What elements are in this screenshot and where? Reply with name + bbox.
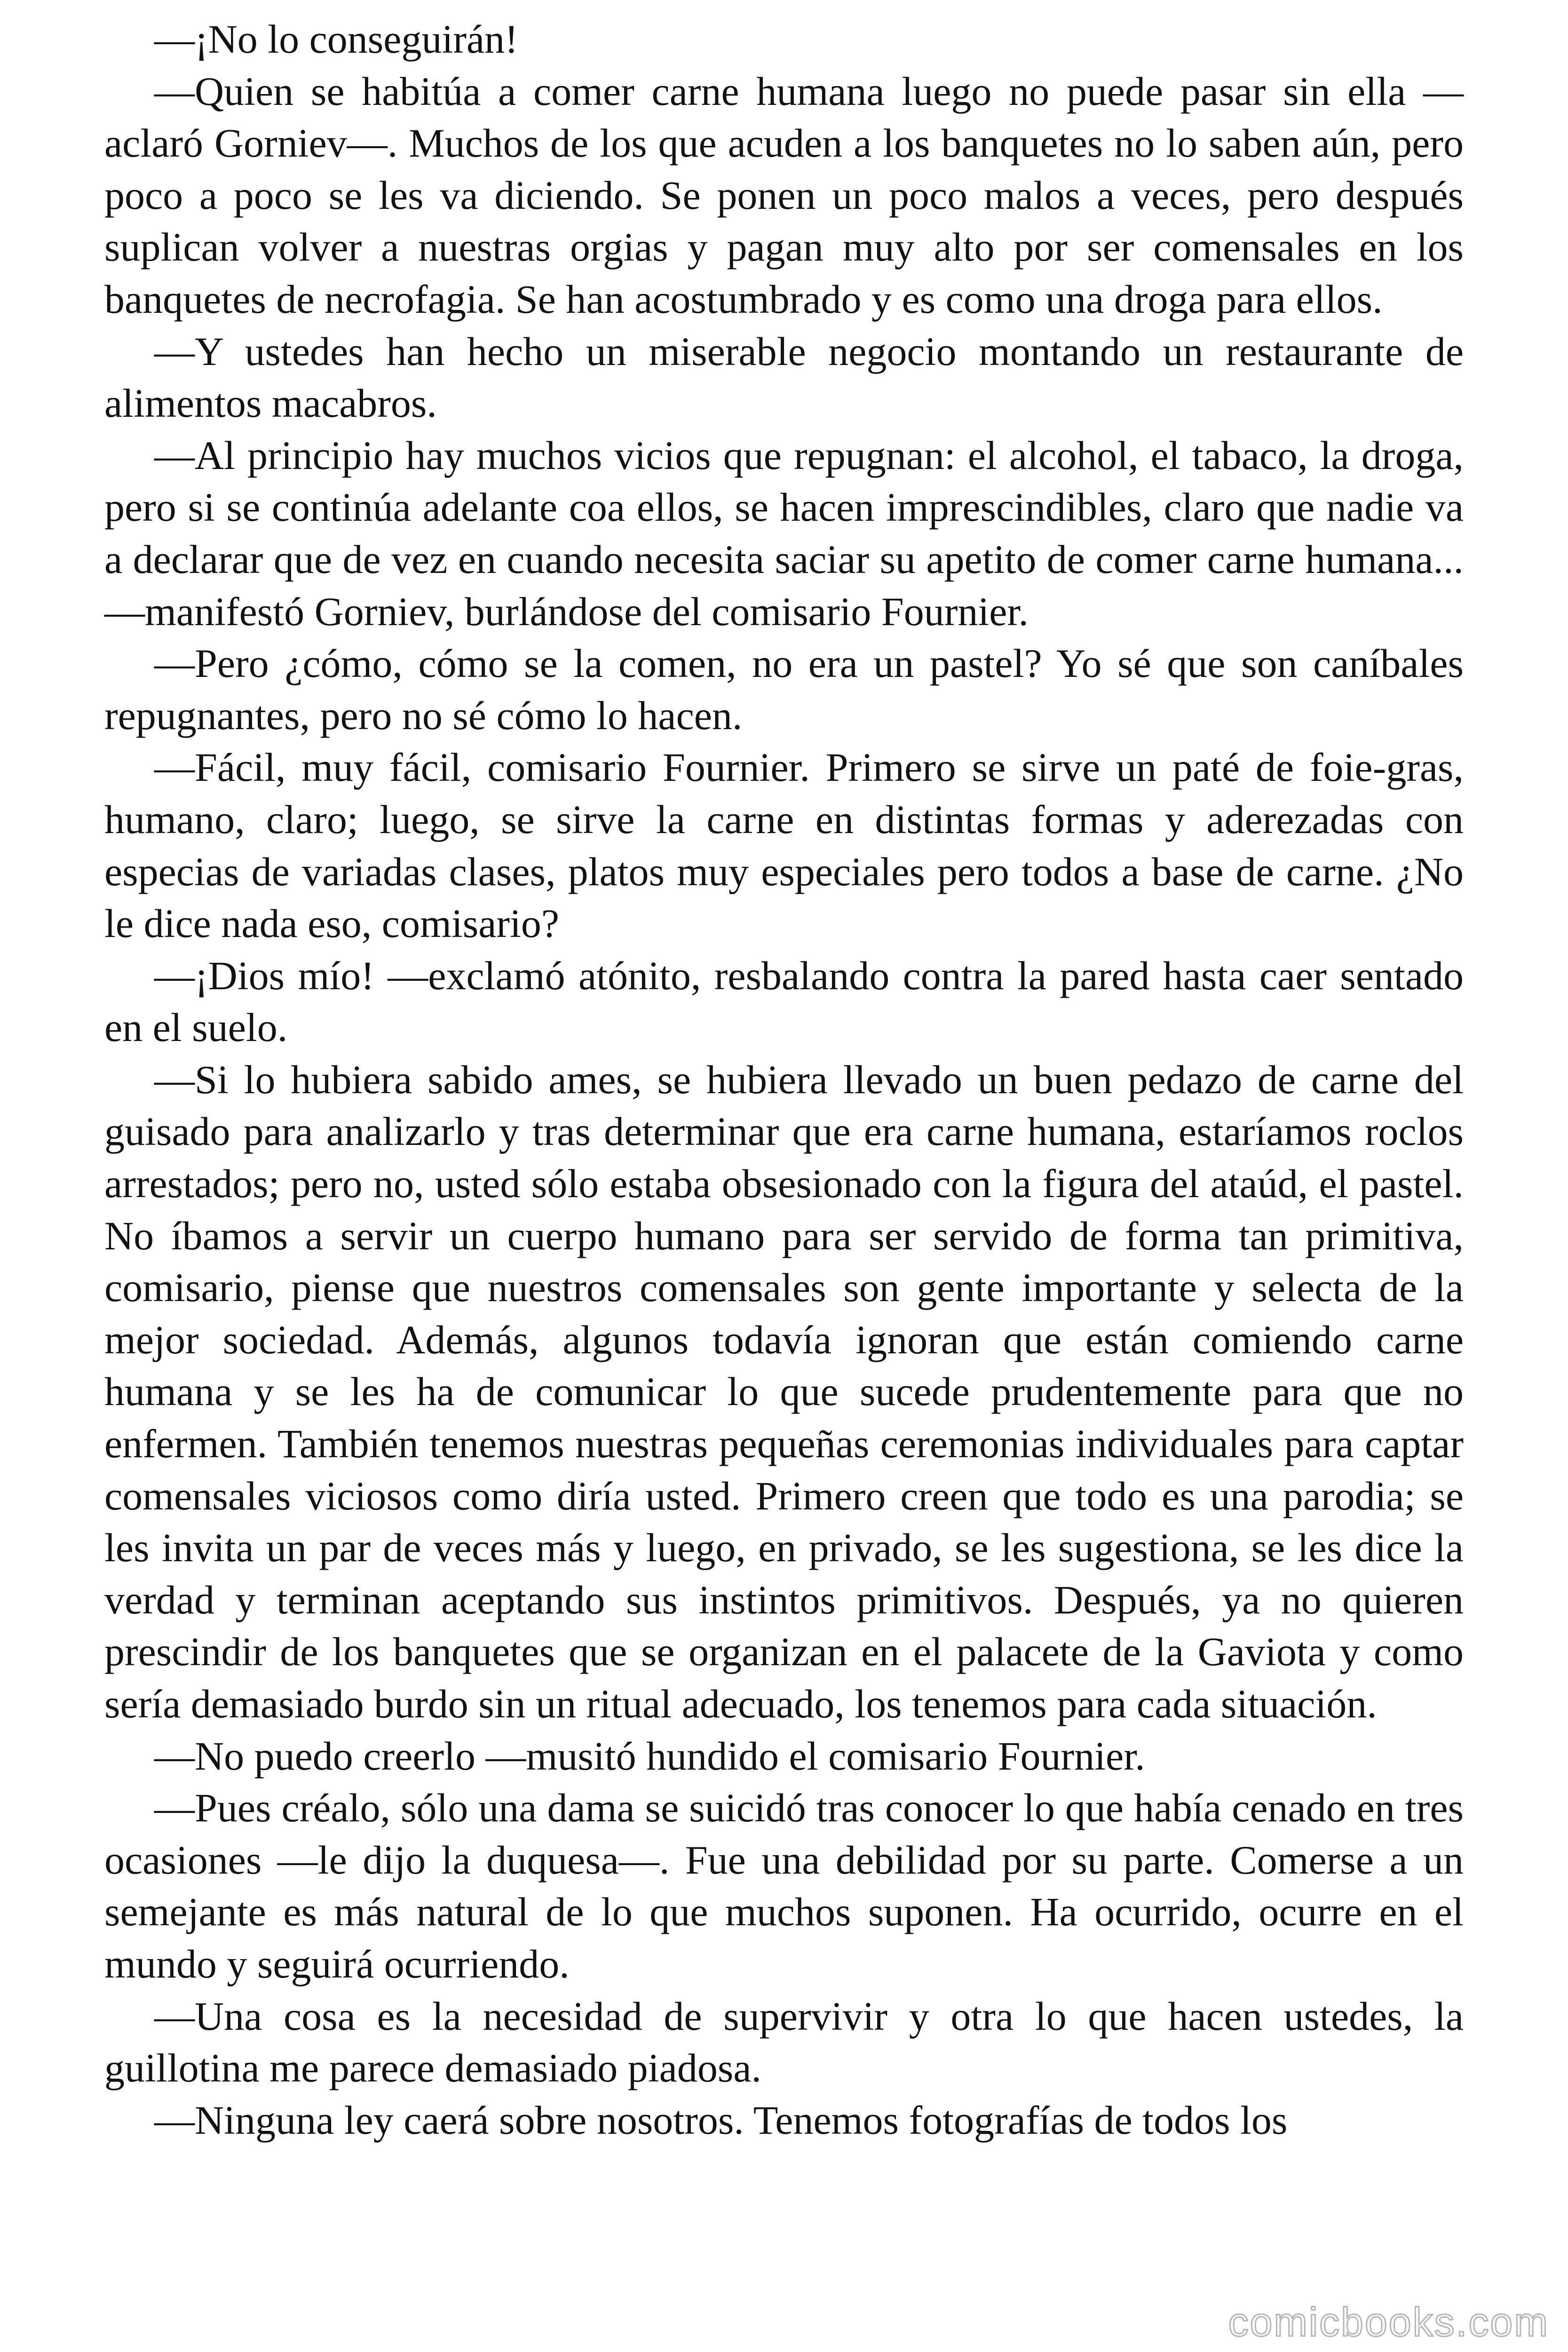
paragraph: —¡No lo conseguirán! <box>154 16 518 62</box>
paragraph: —No puedo creerlo —musitó hundido el comisario Fournier. <box>154 1733 1145 1779</box>
paragraph: —Pero ¿cómo, cómo se la comen, no era un pastel? Yo sé que son caníbales repugnantes, pero no sé cómo lo hacen. <box>104 641 1464 738</box>
watermark: comicbooks.com <box>1228 2300 1549 2345</box>
paragraph: —Al principio hay muchos vicios que repugnan: el alcohol, el tabaco, la droga, pero si se continúa adelante coa ellos, se hacen imprescindibles, claro que nadie va a declarar que de vez en cuando necesita saciar su apetito de comer carne humana... —manifestó Gorniev, burlándose del comisario Fournier. <box>104 432 1464 634</box>
paragraph: —Una cosa es la necesidad de supervivir y otra lo que hacen ustedes, la guillotina me parece demasiado piadosa. <box>104 1993 1464 2091</box>
paragraph: —Pues créalo, sólo una dama se suicidó tras conocer lo que había cenado en tres ocasiones —le dijo la duquesa—. Fue una debilidad por su parte. Comerse a un semejante es más natural de lo que muchos suponen. Ha ocurrido, ocurre en el mundo y seguirá ocurriendo. <box>104 1785 1464 1986</box>
paragraph: —Y ustedes han hecho un miserable negocio montando un restaurante de alimentos macabros. <box>104 328 1464 426</box>
paragraph: —Ninguna ley caerá sobre nosotros. Tenemos fotografías de todos los <box>154 2097 1288 2143</box>
body-text <box>104 13 1464 2146</box>
paragraph: —¡Dios mío! —exclamó atónito, resbalando contra la pared hasta caer sentado en el suelo. <box>104 953 1464 1050</box>
paragraph: —Quien se habitúa a comer carne humana luego no puede pasar sin ella —aclaró Gorniev—. Muchos de los que acuden a los banquetes no lo saben aún, pero poco a poco se les va diciendo. Se ponen un poco malos a veces, pero después suplican volver a nuestras orgias y pagan muy alto por ser comensales en los banquetes de necrofagia. Se han acostumbrado y es como una droga para ellos. <box>104 68 1464 322</box>
paragraph: —Fácil, muy fácil, comisario Fournier. Primero se sirve un paté de foie-gras, humano, claro; luego, se sirve la carne en distintas formas y aderezadas con especias de variadas clases, platos muy especiales pero todos a base de carne. ¿No le dice nada eso, comisario? <box>104 745 1464 946</box>
paragraph: —Si lo hubiera sabido ames, se hubiera llevado un buen pedazo de carne del guisado para analizarlo y tras determinar que era carne humana, estaríamos roclos arrestados; pero no, usted sólo estaba obsesionado con la figura del ataúd, el pastel. No íbamos a servir un cuerpo humano para ser servido de forma tan primitiva, comisario, piense que nuestros comensales son gente importante y selecta de la mejor sociedad. Además, algunos todavía ignoran que están comiendo carne humana y se les ha de comunicar lo que sucede prudentemente para que no enfermen. También tenemos nuestras pequeñas ceremonias individuales para captar comensales viciosos como diría usted. Primero creen que todo es una parodia; se les invita un par de veces más y luego, en privado, se les sugestiona, se les dice la verdad y terminan aceptando sus instintos primitivos. Después, ya no quieren prescindir de los banquetes que se organizan en el palacete de la Gaviota y como sería demasiado burdo sin un ritual adecuado, los tenemos para cada situación. <box>104 1057 1464 1726</box>
